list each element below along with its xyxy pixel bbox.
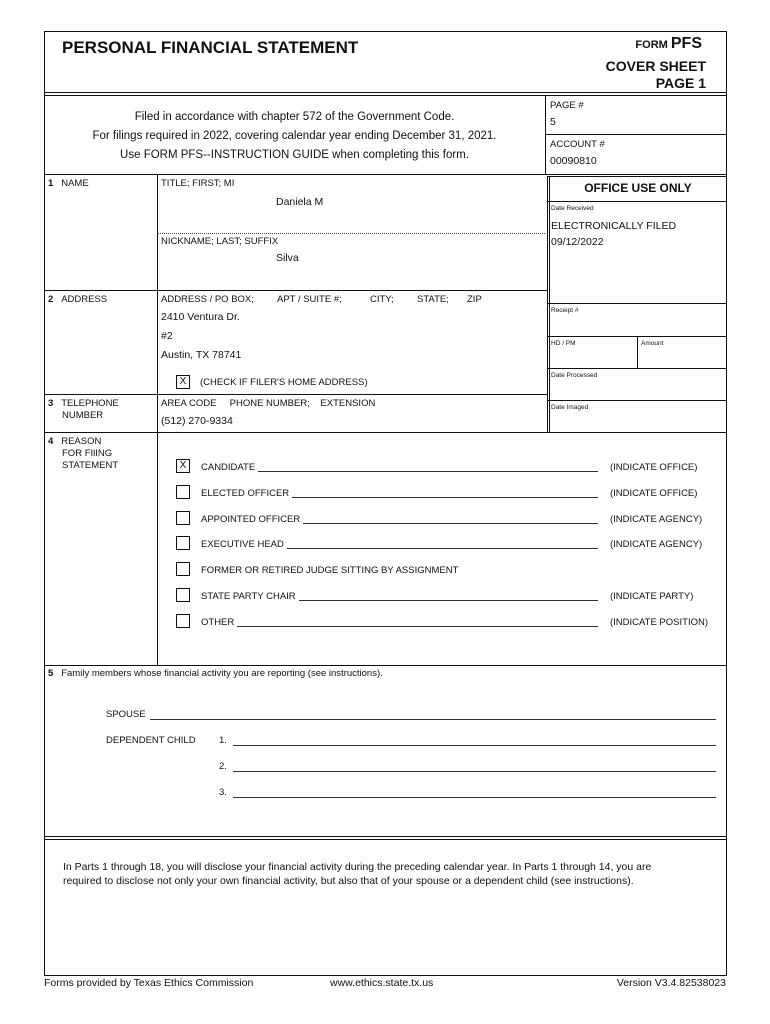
reason-option-field[interactable]	[303, 523, 598, 524]
amount-label: Amount	[641, 340, 664, 347]
reason-option-label: EXECUTIVE HEAD	[201, 539, 284, 550]
reason-checkbox[interactable]	[176, 614, 190, 628]
page-label: PAGE 1	[655, 75, 706, 91]
address-section-label: ADDRESS	[61, 294, 108, 305]
reason-label-line-2: FOR FIlING	[62, 448, 113, 459]
reason-option-indicate: (INDICATE AGENCY)	[610, 514, 703, 525]
name-section	[48, 178, 89, 189]
form-code	[635, 35, 702, 53]
label-column-divider	[157, 174, 158, 666]
reason-bottom-line	[44, 665, 727, 666]
date-processed-label: Date Processed	[551, 372, 598, 379]
account-number-value[interactable]: 00090810	[550, 155, 597, 167]
address-section	[48, 294, 107, 305]
telephone-bottom-line	[44, 432, 727, 433]
name-section-number: 1	[48, 178, 54, 189]
reason-option-label: STATE PARTY CHAIR	[201, 591, 296, 602]
child-field-1[interactable]	[233, 745, 716, 746]
intro-line-1: Filed in accordance with chapter 572 of the Government Code.	[134, 111, 455, 123]
notice-line-2: required to disclose not only your own financial activity, but also that of your spouse or a dependent child (see instructions).	[63, 875, 634, 887]
family-divider-1	[44, 836, 727, 837]
child-number-2: 2.	[219, 761, 227, 772]
child-number-3: 3.	[219, 787, 227, 798]
header-divider-1	[44, 92, 727, 93]
reason-option-indicate: (INDICATE AGENCY)	[610, 539, 703, 550]
receipt-label: Receipt #	[551, 307, 579, 314]
intro-right-divider	[545, 95, 546, 175]
reason-checkbox[interactable]	[176, 536, 190, 550]
address-bottom-line	[44, 394, 547, 395]
reason-checkbox[interactable]	[176, 588, 190, 602]
form-title: PERSONAL FINANCIAL STATEMENT	[62, 38, 359, 57]
name-section-label: NAME	[61, 178, 89, 189]
office-use-left-line	[547, 176, 548, 432]
family-divider-2	[44, 839, 727, 840]
intro-line-3: Use FORM PFS--INSTRUCTION GUIDE when completing this form.	[120, 149, 469, 161]
reason-option-field[interactable]	[287, 548, 598, 549]
header-divider-2	[44, 95, 727, 96]
home-address-checkbox[interactable]: X	[176, 375, 190, 389]
frame-right-line	[726, 31, 727, 976]
address-line-3[interactable]: Austin, TX 78741	[161, 349, 242, 361]
office-use-title-line	[547, 201, 727, 202]
address-line-1[interactable]: 2410 Ventura Dr.	[161, 311, 240, 323]
hd-pm-label: HD / PM	[551, 340, 576, 347]
reason-option-label: OTHER	[201, 617, 235, 628]
intro-bottom-line	[44, 174, 727, 175]
child-number-1: 1.	[219, 735, 227, 746]
date-imaged-top-line	[547, 400, 727, 401]
cover-sheet-label: COVER SHEET	[605, 58, 706, 74]
telephone-label-line-2: NUMBER	[62, 410, 104, 421]
date-received-line-2: 09/12/2022	[551, 236, 604, 248]
date-imaged-label: Date Imaged	[551, 404, 589, 411]
reason-option-label: ELECTED OFFICER	[201, 488, 290, 499]
frame-left-line	[44, 31, 45, 976]
intro-line-2: For filings required in 2022, covering calendar year ending December 31, 2021.	[92, 130, 497, 142]
footer-left: Forms provided by Texas Ethics Commission	[44, 977, 254, 989]
reason-option-field[interactable]	[258, 471, 598, 472]
reason-option-indicate: (INDICATE PARTY)	[610, 591, 694, 602]
reason-option-field[interactable]	[299, 600, 598, 601]
receipt-top-line	[547, 303, 727, 304]
reason-section	[48, 436, 101, 447]
reason-checkbox[interactable]	[176, 562, 190, 576]
first-name-value[interactable]: Daniela M	[276, 196, 324, 208]
footer-center[interactable]: www.ethics.state.tx.us	[330, 977, 434, 989]
dependent-child-label: DEPENDENT CHILD	[106, 735, 196, 746]
page-number-label: PAGE #	[550, 100, 584, 111]
telephone-label-line-1: TELEPHONE	[61, 398, 119, 409]
spouse-field[interactable]	[150, 719, 716, 720]
reason-checkbox[interactable]	[176, 485, 190, 499]
reason-checkbox[interactable]	[176, 511, 190, 525]
spouse-label: SPOUSE	[106, 709, 146, 720]
telephone-columns: AREA CODE PHONE NUMBER; EXTENSION	[161, 398, 376, 409]
telephone-value[interactable]: (512) 270-9334	[161, 415, 233, 427]
office-use-top-line	[547, 176, 727, 177]
reason-section-number: 4	[48, 436, 54, 447]
reason-label-line-3: STATEMENT	[62, 460, 119, 471]
date-received-label: Date Received	[551, 205, 594, 212]
form-code-value: PFS	[670, 35, 702, 52]
reason-option-label: FORMER OR RETIRED JUDGE SITTING BY ASSIGNMENT	[201, 565, 459, 576]
address-section-number: 2	[48, 294, 54, 305]
last-name-value[interactable]: Silva	[276, 252, 299, 264]
name-dotted-divider	[157, 233, 545, 234]
date-received-line-1: ELECTRONICALLY FILED	[551, 220, 677, 232]
child-field-2[interactable]	[233, 771, 716, 772]
address-col-zip: ZIP	[467, 294, 482, 305]
reason-checkbox[interactable]: X	[176, 459, 190, 473]
office-use-title: OFFICE USE ONLY	[584, 181, 692, 195]
home-address-label: (CHECK IF FILER'S HOME ADDRESS)	[200, 377, 368, 388]
reason-option-indicate: (INDICATE POSITION)	[610, 617, 708, 628]
name-bottom-line	[44, 290, 547, 291]
footer-right: Version V3.4.82538023	[616, 977, 726, 989]
family-section-number: 5	[48, 668, 54, 679]
child-field-3[interactable]	[233, 797, 716, 798]
title-first-label: TITLE; FIRST; MI	[161, 178, 235, 189]
address-col-apt: APT / SUITE #;	[277, 294, 342, 305]
address-col-state: STATE;	[417, 294, 449, 305]
form-prefix: FORM	[635, 39, 668, 51]
telephone-section-number: 3	[48, 398, 54, 409]
address-line-2[interactable]: #2	[161, 330, 173, 342]
family-section-label: Family members whose financial activity you are reporting (see instructions).	[61, 668, 383, 679]
reason-option-label: APPOINTED OFFICER	[201, 514, 301, 525]
page-number-value[interactable]: 5	[550, 116, 556, 128]
reason-label-line-1: REASON	[61, 436, 102, 447]
frame-bottom-line	[44, 975, 727, 976]
account-number-label: ACCOUNT #	[550, 139, 605, 150]
hd-pm-amount-divider	[637, 336, 638, 368]
reason-option-field[interactable]	[237, 626, 598, 627]
date-processed-top-line	[547, 368, 727, 369]
nick-last-label: NICKNAME; LAST; SUFFIX	[161, 236, 279, 247]
family-section	[48, 668, 383, 679]
reason-option-indicate: (INDICATE OFFICE)	[610, 462, 698, 473]
notice-line-1: In Parts 1 through 18, you will disclose your financial activity during the preceding calendar year. In Parts 1 through 14, you are	[63, 861, 652, 873]
address-col-address: ADDRESS / PO BOX;	[161, 294, 254, 305]
page-account-divider	[545, 134, 727, 135]
telephone-section	[48, 398, 119, 409]
office-use-left-line-inner	[549, 176, 550, 432]
reason-option-label: CANDIDATE	[201, 462, 256, 473]
reason-option-indicate: (INDICATE OFFICE)	[610, 488, 698, 499]
address-col-city: CITY;	[370, 294, 394, 305]
frame-top-line	[44, 31, 727, 32]
reason-option-field[interactable]	[292, 497, 598, 498]
